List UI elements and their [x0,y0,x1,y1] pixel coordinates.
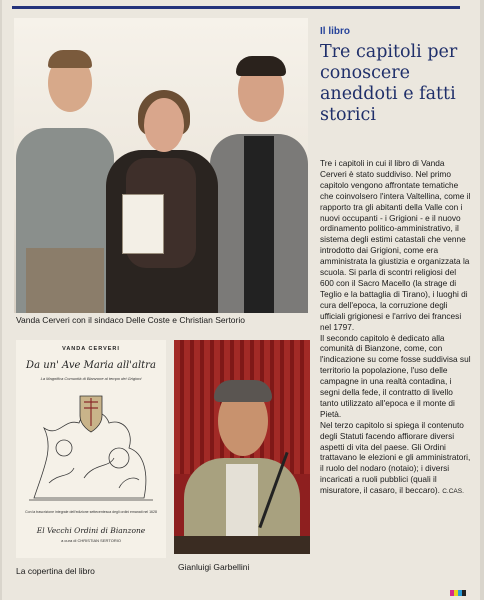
top-rule [12,6,460,9]
cover-subtitle: La Magnifica Comunità di Bianzone al tempo dei Grigioni [40,376,142,381]
cover-book-title: El Vecchi Ordini di Bianzone [36,526,146,535]
cover-credit: Con la trascrizione integrale dell'edizione settecentesca degli ordini emanati nel 1628 [25,510,157,514]
article-headline: Tre capitoli per conoscere aneddoti e fatti storici [320,42,458,125]
book-cover [16,340,166,558]
paragraph-2: Il secondo capitolo è dedicato alla comunità di Bianzone, come, con l'indicazione su come fosse suddivisa sul territorio la popolazione, l'uso delle campagne in una realtà contadina, i segni della fede, il contratto di livello tanto utilizzato all'epoca e il monte di Pietà. [320,332,471,419]
photo2-caption: Gianluigi Garbellini [178,562,250,572]
newspaper-page [2,0,480,600]
photo1-caption: Vanda Cerveri con il sindaco Delle Coste e Christian Sertorio [16,315,245,325]
signature: C.CAS. [442,488,464,496]
article-body [320,158,472,498]
speaker-photo [174,340,310,554]
paragraph-3: Nel terzo capitolo si spiega il contenuto degli Statuti facendo affiorare diversi aspetti di vita del paese. Gli Ordini trattavano le elezioni e gli amministratori, il ruolo del nodaro (notaio); i diversi incaricati a ruoli pubblici (quali il misuratore, il casaro, il beccaro). C.CAS. [320,419,471,496]
section-rubric: Il libro [320,26,350,37]
group-photo [14,18,308,313]
coat-of-arms-icon [80,396,102,432]
cover-illustration [24,388,158,506]
cover-curator: a cura di CHRISTIAN SERTORIO [61,538,121,543]
cover-title: Da un' Ave Maria all'altra [26,360,156,371]
cover-caption: La copertina del libro [16,566,95,576]
print-color-marks [450,590,466,596]
cover-author: VANDA CERVERI [62,346,120,352]
paragraph-1: Tre i capitoli in cui il libro di Vanda Cerveri è stato suddiviso. Nel primo capitolo vengono affrontate tematiche che coinvolsero l'intera Valtellina, come il rapporto tra gli abitanti della Valle con i nuovi occupanti - i Grigioni - e il nuovo ordinamento politico-amministrativo, il sistema degli estimi catastali che venne introdotto dai Grigioni, come era amministrata la giustizia e organizzata la scuola. Si parla di scontri religiosi del 600 con il Sacro Macello (la strage di Teglio e la battaglia di Tirano), i luoghi di cura dell'epoca, la corruzione degli ufficiali grigionesi e l'arrivo dei francesi nel 1797. [320,158,471,332]
book-in-hands [122,194,164,254]
